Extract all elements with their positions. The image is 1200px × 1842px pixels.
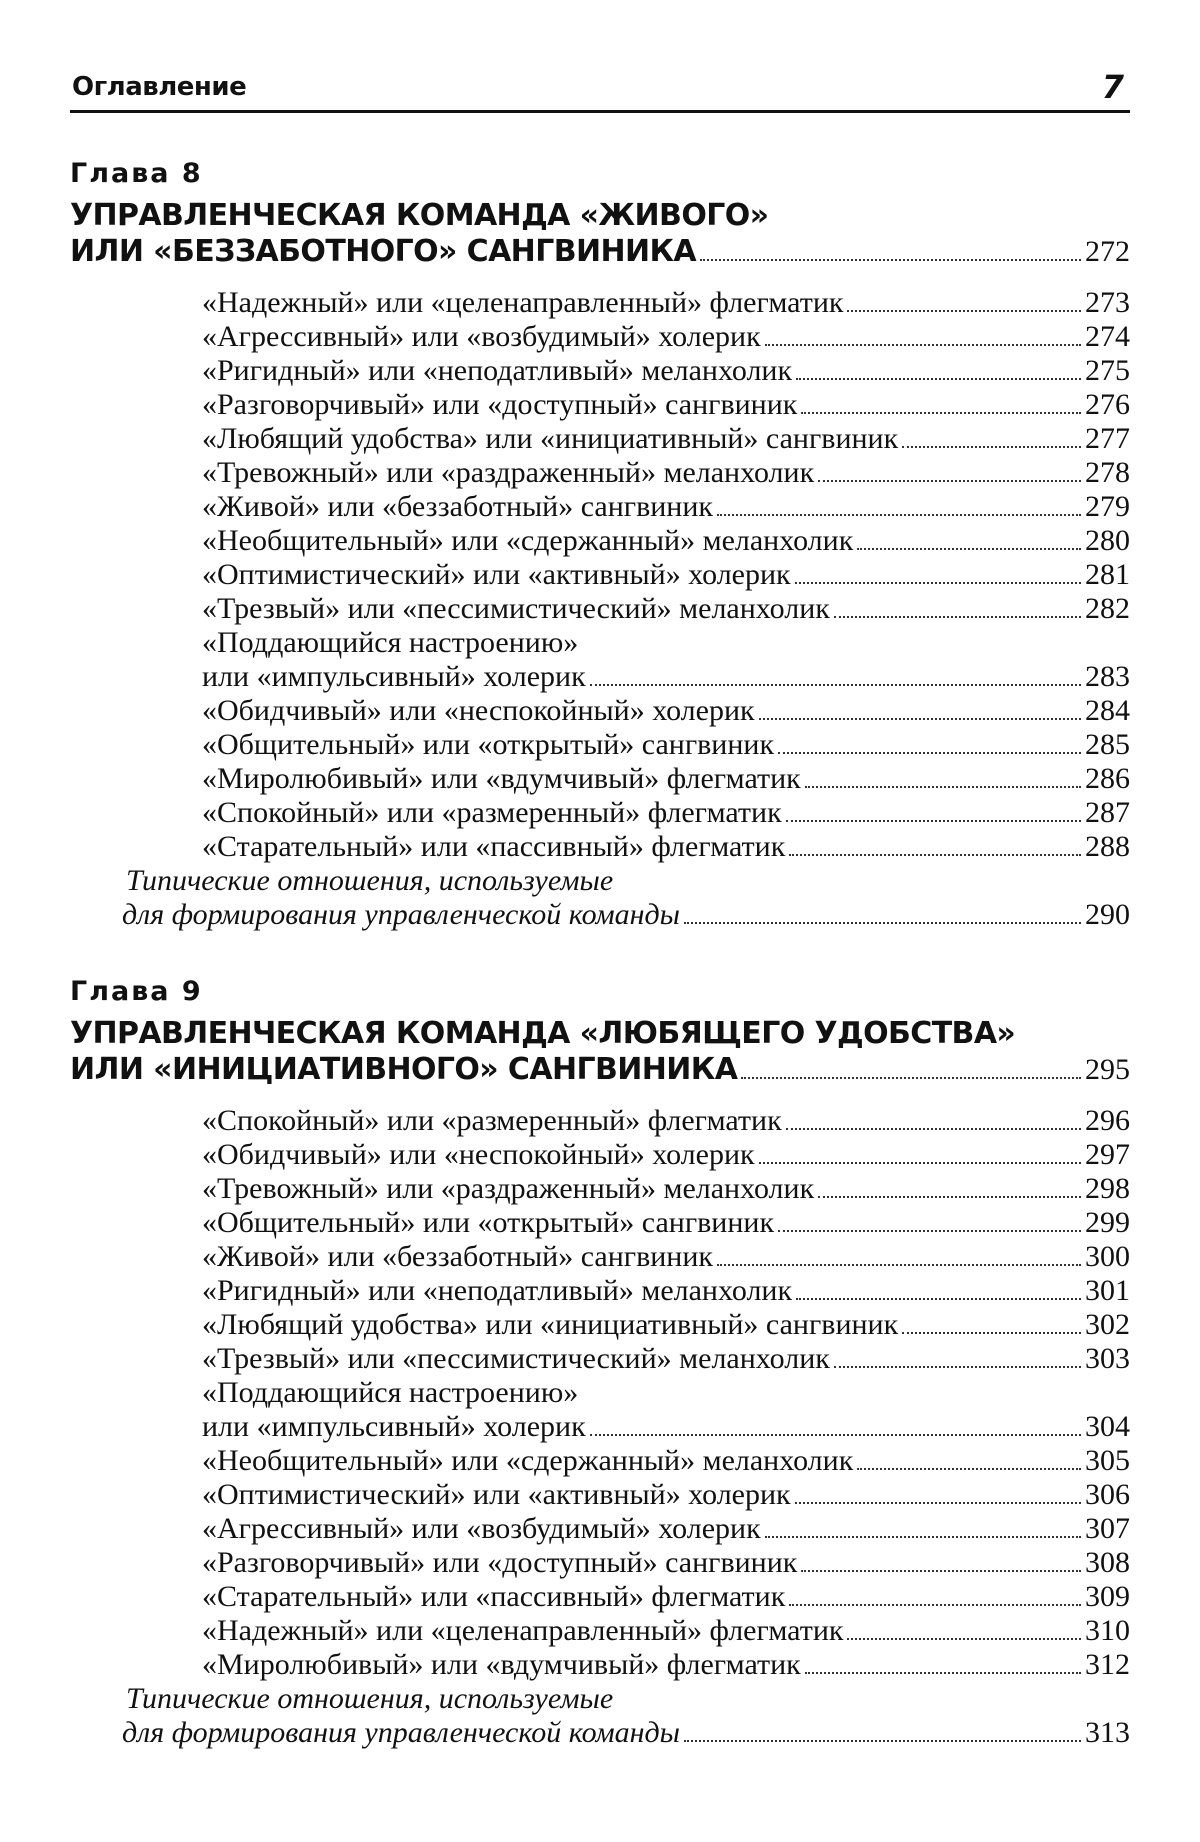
toc-entry[interactable]: [70, 796, 1130, 830]
dot-leader: [805, 786, 1081, 788]
dot-leader: [717, 514, 1081, 516]
toc-entry[interactable]: [70, 1274, 1130, 1308]
toc-entry-title: или «импульсивный» холерик: [202, 1410, 586, 1443]
dot-leader: [857, 1468, 1081, 1470]
chapter-page: 295: [1085, 1053, 1130, 1086]
running-header-title: Оглавление: [72, 72, 247, 102]
toc-entry[interactable]: [70, 762, 1130, 796]
toc-entry-page: 285: [1085, 728, 1130, 761]
dot-leader: [765, 344, 1081, 346]
dot-leader: [786, 1128, 1081, 1130]
toc-entry-title: «Живой» или «беззаботный» сангвиник: [202, 490, 713, 523]
toc-entry-title: «Трезвый» или «пессимистический» меланхолик: [202, 1342, 830, 1375]
dot-leader: [801, 412, 1081, 414]
toc-entry-page: 283: [1085, 660, 1130, 693]
toc-entry-first-line: «Поддающийся настроению»: [202, 626, 579, 659]
toc-entry[interactable]: [70, 320, 1130, 354]
toc-entry-page: 273: [1085, 286, 1130, 319]
toc-entry-page: 305: [1085, 1444, 1130, 1477]
toc-entry-page: 312: [1085, 1648, 1130, 1681]
chapter-title-text: ИЛИ «БЕЗЗАБОТНОГО» САНГВИНИКА: [70, 234, 697, 269]
toc-entry[interactable]: [70, 388, 1130, 422]
dot-leader: [795, 582, 1081, 584]
toc-entry-page: 299: [1085, 1206, 1130, 1239]
toc-entry[interactable]: [70, 728, 1130, 762]
toc-entry-page: 306: [1085, 1478, 1130, 1511]
toc-entry[interactable]: [70, 1478, 1130, 1512]
toc-entry[interactable]: [70, 660, 1130, 694]
typical-relations-title: Типические отношения, используемые: [126, 864, 614, 897]
dot-leader: [902, 446, 1081, 448]
toc-entry-title: «Надежный» или «целенаправленный» флегматик: [202, 286, 844, 319]
toc-entry-page: 275: [1085, 354, 1130, 387]
toc-entry[interactable]: [70, 524, 1130, 558]
dot-leader: [590, 1434, 1081, 1436]
toc-entry-page: 279: [1085, 490, 1130, 523]
dot-leader: [759, 1162, 1081, 1164]
toc-entry-title: «Любящий удобства» или «инициативный» сангвиник: [202, 1308, 899, 1341]
toc-entry-title: «Спокойный» или «размеренный» флегматик: [202, 1104, 782, 1137]
toc-entry-title: «Ригидный» или «неподатливый» меланхолик: [202, 1274, 793, 1307]
toc-entry-title: «Трезвый» или «пессимистический» меланхолик: [202, 592, 830, 625]
chapter-8: [70, 150, 1130, 932]
toc-entry-page: 310: [1085, 1614, 1130, 1647]
toc-entry-page: 296: [1085, 1104, 1130, 1137]
toc-entry[interactable]: [70, 422, 1130, 456]
toc-entry-title: «Любящий удобства» или «инициативный» сангвиник: [202, 422, 899, 455]
chapter-title-text: ИЛИ «ИНИЦИАТИВНОГО» САНГВИНИКА: [70, 1052, 738, 1087]
toc-entry[interactable]: [70, 694, 1130, 728]
toc-entry-title: «Разговорчивый» или «доступный» сангвиник: [202, 1546, 798, 1579]
toc-entry-title: «Обидчивый» или «неспокойный» холерик: [202, 694, 755, 727]
toc-entry[interactable]: [70, 456, 1130, 490]
dot-leader: [765, 1536, 1081, 1538]
toc-entry-page: 304: [1085, 1410, 1130, 1443]
typical-relations-text: для формирования управленческой команды: [122, 898, 680, 931]
toc-entry-page: 300: [1085, 1240, 1130, 1273]
toc-entry-title: «Старательный» или «пассивный» флегматик: [202, 1580, 786, 1613]
toc-entry-page: 286: [1085, 762, 1130, 795]
toc-entry-title: «Необщительный» или «сдержанный» меланхолик: [202, 1444, 854, 1477]
typical-relations-page: 313: [1085, 1716, 1130, 1749]
dot-leader: [857, 548, 1081, 550]
toc-entry-title: «Миролюбивый» или «вдумчивый» флегматик: [202, 1648, 801, 1681]
dot-leader: [847, 1638, 1081, 1640]
dot-leader: [786, 820, 1081, 822]
chapter-label: Глава 9: [70, 976, 203, 1007]
toc-entry-page: 282: [1085, 592, 1130, 625]
typical-relations-text: для формирования управленческой команды: [122, 1716, 680, 1749]
toc-entry[interactable]: [70, 558, 1130, 592]
chapter-label: Глава 8: [70, 158, 203, 189]
toc-entry-page: 302: [1085, 1308, 1130, 1341]
toc-entry-page: 303: [1085, 1342, 1130, 1375]
toc-entry-title: «Общительный» или «открытый» сангвиник: [202, 728, 775, 761]
toc-entry-page: 307: [1085, 1512, 1130, 1545]
toc-entry-title: «Разговорчивый» или «доступный» сангвиник: [202, 388, 798, 421]
toc-entry[interactable]: [70, 1614, 1130, 1648]
dot-leader: [847, 310, 1081, 312]
dot-leader: [789, 1604, 1081, 1606]
toc-entry[interactable]: [70, 1308, 1130, 1342]
toc-entry-title: «Агрессивный» или «возбудимый» холерик: [202, 320, 761, 353]
toc-entry-page: 278: [1085, 456, 1130, 489]
toc-entry-page: 308: [1085, 1546, 1130, 1579]
toc-entry[interactable]: [70, 1206, 1130, 1240]
chapter-title-line2[interactable]: [70, 1052, 1130, 1090]
toc-entry-page: 284: [1085, 694, 1130, 727]
dot-leader: [789, 854, 1081, 856]
page-number: 7: [1101, 68, 1124, 106]
dot-leader: [818, 1196, 1081, 1198]
toc-entry-title: «Тревожный» или «раздраженный» меланхолик: [202, 456, 815, 489]
dot-leader: [759, 718, 1081, 720]
toc-entry-title: «Агрессивный» или «возбудимый» холерик: [202, 1512, 761, 1545]
toc-entry[interactable]: [70, 830, 1130, 864]
dot-leader: [700, 259, 1081, 261]
toc-entry-title: «Живой» или «беззаботный» сангвиник: [202, 1240, 713, 1273]
dot-leader: [834, 1366, 1081, 1368]
typical-relations-entry[interactable]: [70, 1716, 1130, 1750]
toc-entry-title: или «импульсивный» холерик: [202, 660, 586, 693]
toc-entry-title: «Спокойный» или «размеренный» флегматик: [202, 796, 782, 829]
toc-entry[interactable]: [70, 592, 1130, 626]
toc-entry[interactable]: [70, 1240, 1130, 1274]
toc-entry-page: 301: [1085, 1274, 1130, 1307]
toc-entries: [70, 286, 1130, 864]
dot-leader: [902, 1332, 1081, 1334]
dot-leader: [778, 1230, 1081, 1232]
dot-leader: [796, 1298, 1081, 1300]
toc-entry-page: 274: [1085, 320, 1130, 353]
chapter-page: 272: [1085, 235, 1130, 268]
toc-entry[interactable]: [70, 1648, 1130, 1682]
toc-entry[interactable]: [70, 1410, 1130, 1444]
dot-leader: [778, 752, 1081, 754]
toc-entry[interactable]: [70, 1546, 1130, 1580]
toc-entry-title: «Обидчивый» или «неспокойный» холерик: [202, 1138, 755, 1171]
toc-entry-title: «Оптимистический» или «активный» холерик: [202, 558, 791, 591]
toc-entry-first-line: «Поддающийся настроению»: [202, 1376, 579, 1409]
toc-entry[interactable]: [70, 1580, 1130, 1614]
toc-entry[interactable]: [70, 286, 1130, 320]
toc-entry-page: 287: [1085, 796, 1130, 829]
toc-entries: [70, 1104, 1130, 1682]
dot-leader: [801, 1570, 1081, 1572]
toc-entry[interactable]: [70, 1342, 1130, 1376]
toc-entry[interactable]: [70, 1444, 1130, 1478]
toc-entry-page: 298: [1085, 1172, 1130, 1205]
chapter-9: [70, 968, 1130, 1750]
toc-entry-page: 309: [1085, 1580, 1130, 1613]
dot-leader: [795, 1502, 1081, 1504]
toc-entry-title: «Необщительный» или «сдержанный» меланхолик: [202, 524, 854, 557]
dot-leader: [796, 378, 1081, 380]
toc-entry-title: «Старательный» или «пассивный» флегматик: [202, 830, 786, 863]
toc-entry-page: 277: [1085, 422, 1130, 455]
toc-entry[interactable]: [70, 1512, 1130, 1546]
toc-entry-page: 281: [1085, 558, 1130, 591]
typical-relations-title: Типические отношения, используемые: [126, 1682, 614, 1715]
toc-entry-title: «Тревожный» или «раздраженный» меланхолик: [202, 1172, 815, 1205]
toc-entry-page: 276: [1085, 388, 1130, 421]
toc-entry-page: 297: [1085, 1138, 1130, 1171]
dot-leader: [717, 1264, 1081, 1266]
dot-leader: [684, 1740, 1081, 1742]
toc-entry-title: «Общительный» или «открытый» сангвиник: [202, 1206, 775, 1239]
typical-relations-page: 290: [1085, 898, 1130, 931]
typical-relations-entry[interactable]: [70, 898, 1130, 932]
toc-entry[interactable]: [70, 490, 1130, 524]
toc-entry[interactable]: [70, 1172, 1130, 1206]
toc-entry-title: «Надежный» или «целенаправленный» флегматик: [202, 1614, 844, 1647]
chapter-title-line1: УПРАВЛЕНЧЕСКАЯ КОМАНДА «ЖИВОГО»: [70, 198, 769, 233]
toc-entry-title: «Ригидный» или «неподатливый» меланхолик: [202, 354, 793, 387]
dot-leader: [805, 1672, 1081, 1674]
chapter-title-line1: УПРАВЛЕНЧЕСКАЯ КОМАНДА «ЛЮБЯЩЕГО УДОБСТВА»: [70, 1016, 1016, 1051]
dot-leader: [590, 684, 1081, 686]
toc-entry-page: 288: [1085, 830, 1130, 863]
toc-entry[interactable]: [70, 354, 1130, 388]
dot-leader: [818, 480, 1081, 482]
toc-entry[interactable]: [70, 1104, 1130, 1138]
toc-entry[interactable]: [70, 1138, 1130, 1172]
dot-leader: [684, 922, 1081, 924]
dot-leader: [741, 1077, 1081, 1079]
chapter-title-line2[interactable]: [70, 234, 1130, 272]
toc-entry-page: 280: [1085, 524, 1130, 557]
toc-entry-title: «Миролюбивый» или «вдумчивый» флегматик: [202, 762, 801, 795]
dot-leader: [834, 616, 1081, 618]
toc-entry-title: «Оптимистический» или «активный» холерик: [202, 1478, 791, 1511]
running-header: [70, 70, 1130, 113]
